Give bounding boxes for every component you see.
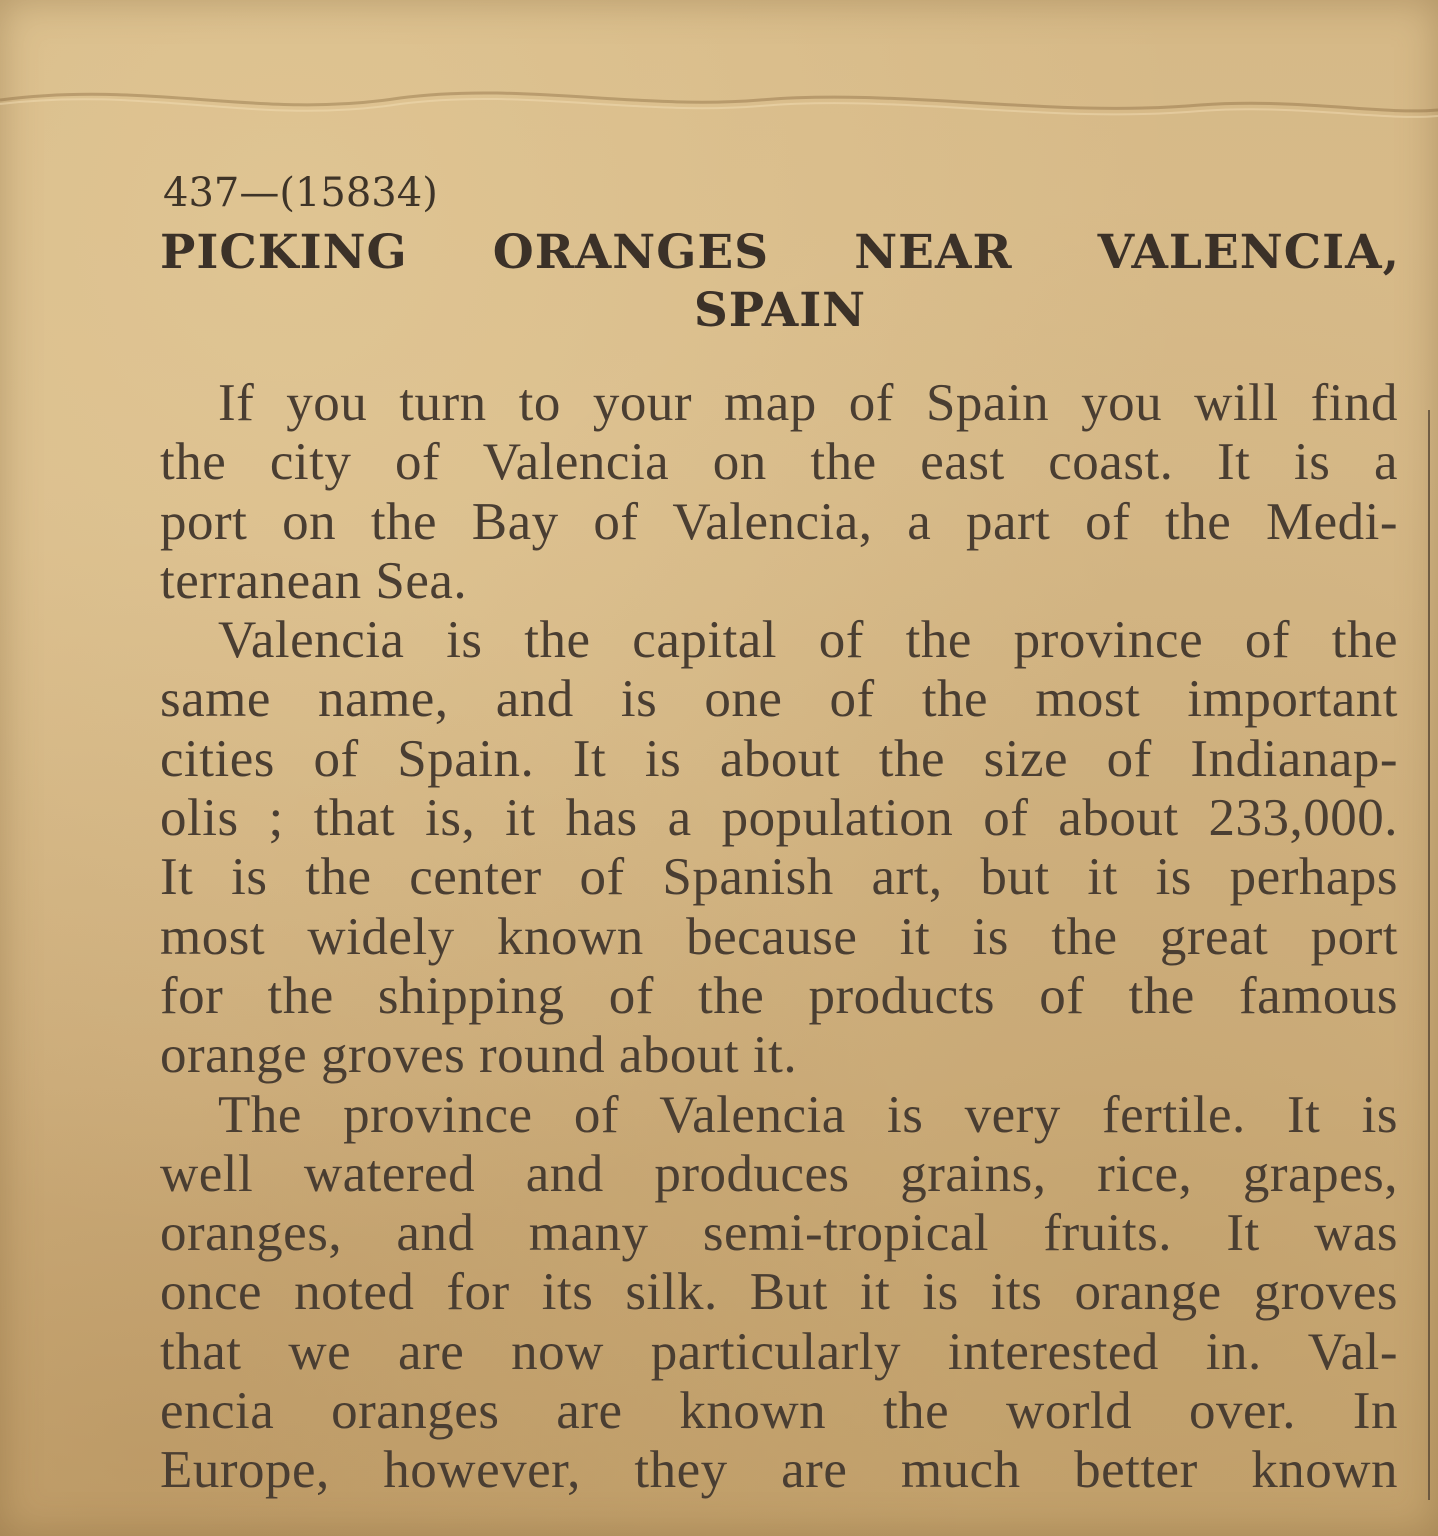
text-line: terranean Sea. [160, 551, 468, 610]
text-line: oranges, and many semi-tropical fruits. It was [160, 1204, 1398, 1263]
title-line-1: PICKING ORANGES NEAR VALENCIA, [160, 225, 1400, 280]
text-line: well watered and produces grains, rice, grapes, [160, 1144, 1398, 1203]
text-line: orange groves round about it. [160, 1026, 798, 1085]
document-title [160, 224, 1400, 340]
text-line: It is the center of Spanish art, but it is perhaps [160, 848, 1398, 907]
text-line: encia oranges are known the world over. In [160, 1382, 1398, 1441]
text-line: Valencia is the capital of the province of the [218, 611, 1398, 670]
body-text [160, 374, 1398, 1501]
text-line: for the shipping of the products of the famous [160, 966, 1398, 1025]
text-line: cities of Spain. It is about the size of Indianap- [160, 729, 1398, 788]
text-line: olis ; that is, it has a population of about 233,000. [160, 789, 1398, 848]
text-line: that we are now particularly interested in. Val- [160, 1322, 1398, 1381]
text-line: most widely known because it is the great port [160, 907, 1398, 966]
title-line-2: SPAIN [693, 283, 867, 338]
text-line: The province of Valencia is very fertile. It is [218, 1085, 1398, 1144]
text-line: Europe, however, they are much better known [160, 1441, 1398, 1500]
right-margin-rule [1428, 410, 1430, 1500]
text-line: same name, and is one of the most important [160, 670, 1398, 729]
text-line: once noted for its silk. But it is its orange groves [160, 1263, 1398, 1322]
paper-crease [0, 70, 1438, 150]
catalog-number: 437—(15834) [163, 170, 438, 216]
text-line: If you turn to your map of Spain you will find [218, 374, 1398, 432]
text-line: port on the Bay of Valencia, a part of the Medi- [160, 492, 1398, 551]
text-line: the city of Valencia on the east coast. It is a [160, 433, 1398, 492]
